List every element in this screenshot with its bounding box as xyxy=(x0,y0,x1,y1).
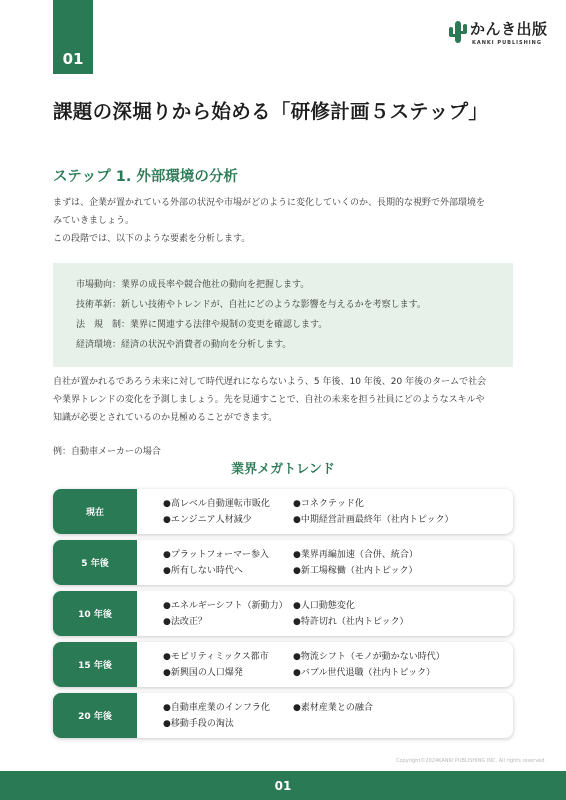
trend-item: ●新工場稼働（社内トピック） xyxy=(293,566,418,576)
intro-paragraph xyxy=(53,194,523,248)
chapter-tab xyxy=(53,0,93,74)
body-line: 自社が置かれるであろう未来に対して時代遅れにならないよう、5 年後、10 年後、20 年後のタームで社会 xyxy=(53,377,487,387)
megatrend-title: 業界メガトレンド xyxy=(231,462,335,477)
step-title: ステップ 1. 外部環境の分析 xyxy=(53,169,238,185)
trend-row-label: 15 年後 xyxy=(53,642,137,687)
logo-text: かんき出版 xyxy=(470,20,548,38)
copyright-text: Copyright©2024KANKI PUBLISHING INC. All rights reserved. xyxy=(396,758,546,764)
trend-item: ●エネルギーシフト（新動力） xyxy=(163,601,288,611)
footer-bar xyxy=(0,771,566,800)
trend-row xyxy=(53,693,513,738)
trend-row-label: 5 年後 xyxy=(53,540,137,585)
example-label: 例：自動車メーカーの場合 xyxy=(53,447,161,457)
factor-item: 法 規 制：業界に関連する法律や規制の変更を確認します。 xyxy=(76,320,328,330)
cactus-logo-icon xyxy=(448,19,468,45)
trend-item: ●コネクテッド化 xyxy=(293,499,364,509)
trend-item: ●所有しない時代へ xyxy=(163,566,243,576)
trend-row-label: 10 年後 xyxy=(53,591,137,636)
publisher-logo xyxy=(448,18,548,58)
intro-line: みていきましょう。 xyxy=(53,216,135,226)
chapter-number: 01 xyxy=(62,50,84,68)
factor-item: 経済環境：経済の状況や消費者の動向を分析します。 xyxy=(76,340,292,350)
trend-item: ●人口動態変化 xyxy=(293,601,355,611)
factor-item: 市場動向：業界の成長率や競合他社の動向を把握します。 xyxy=(76,280,310,290)
factor-item: 技術革新：新しい技術やトレンドが、自社にどのような影響を与えるかを考察します。 xyxy=(76,300,426,310)
body-line: 知識が必要とされているのか見極めることができます。 xyxy=(53,413,278,423)
logo-subtext: KANKI PUBLISHING xyxy=(472,40,542,46)
body-paragraph xyxy=(53,373,523,427)
trend-row xyxy=(53,489,513,534)
trend-item: ●中期経営計画最終年（社内トピック） xyxy=(293,515,454,525)
factor-list-box xyxy=(53,263,513,367)
trend-item: ●バブル世代退職（社内トピック） xyxy=(293,668,436,678)
trend-item: ●業界再編加速（合併、統合） xyxy=(293,550,418,560)
trend-item: ●素材産業との融合 xyxy=(293,703,373,713)
intro-line: まずは、企業が置かれている外部の状況や市場がどのように変化していくのか、長期的な視野で外部環境を xyxy=(53,198,486,208)
trend-row xyxy=(53,591,513,636)
trend-row xyxy=(53,642,513,687)
page-title: 課題の深堀りから始める「研修計画５ステップ」 xyxy=(53,100,489,123)
page-number: 01 xyxy=(274,778,292,793)
trend-item: ●法改正？ xyxy=(163,617,207,627)
intro-line: この段階では、以下のような要素を分析します。 xyxy=(53,234,251,244)
trend-row-label: 20 年後 xyxy=(53,693,137,738)
trend-item: ●エンジニア人材減少 xyxy=(163,515,252,525)
trend-row-label: 現在 xyxy=(53,489,137,534)
trend-item: ●自動車産業のインフラ化 xyxy=(163,703,270,713)
trend-row xyxy=(53,540,513,585)
trend-item: ●モビリティミックス都市 xyxy=(163,652,269,662)
trend-item: ●移動手段の淘汰 xyxy=(163,719,234,729)
trend-item: ●プラットフォーマー参入 xyxy=(163,550,269,560)
trend-item: ●特許切れ（社内トピック） xyxy=(293,617,409,627)
trend-item: ●新興国の人口爆発 xyxy=(163,668,243,678)
trend-item: ●物流シフト（モノが動かない時代） xyxy=(293,652,445,662)
trend-item: ●高レベル自動運転市販化 xyxy=(163,499,270,509)
body-line: や業界トレンドの変化を予測しましょう。先を見通すことで、自社の未来を担う社員にどのようなスキルや xyxy=(53,395,485,405)
